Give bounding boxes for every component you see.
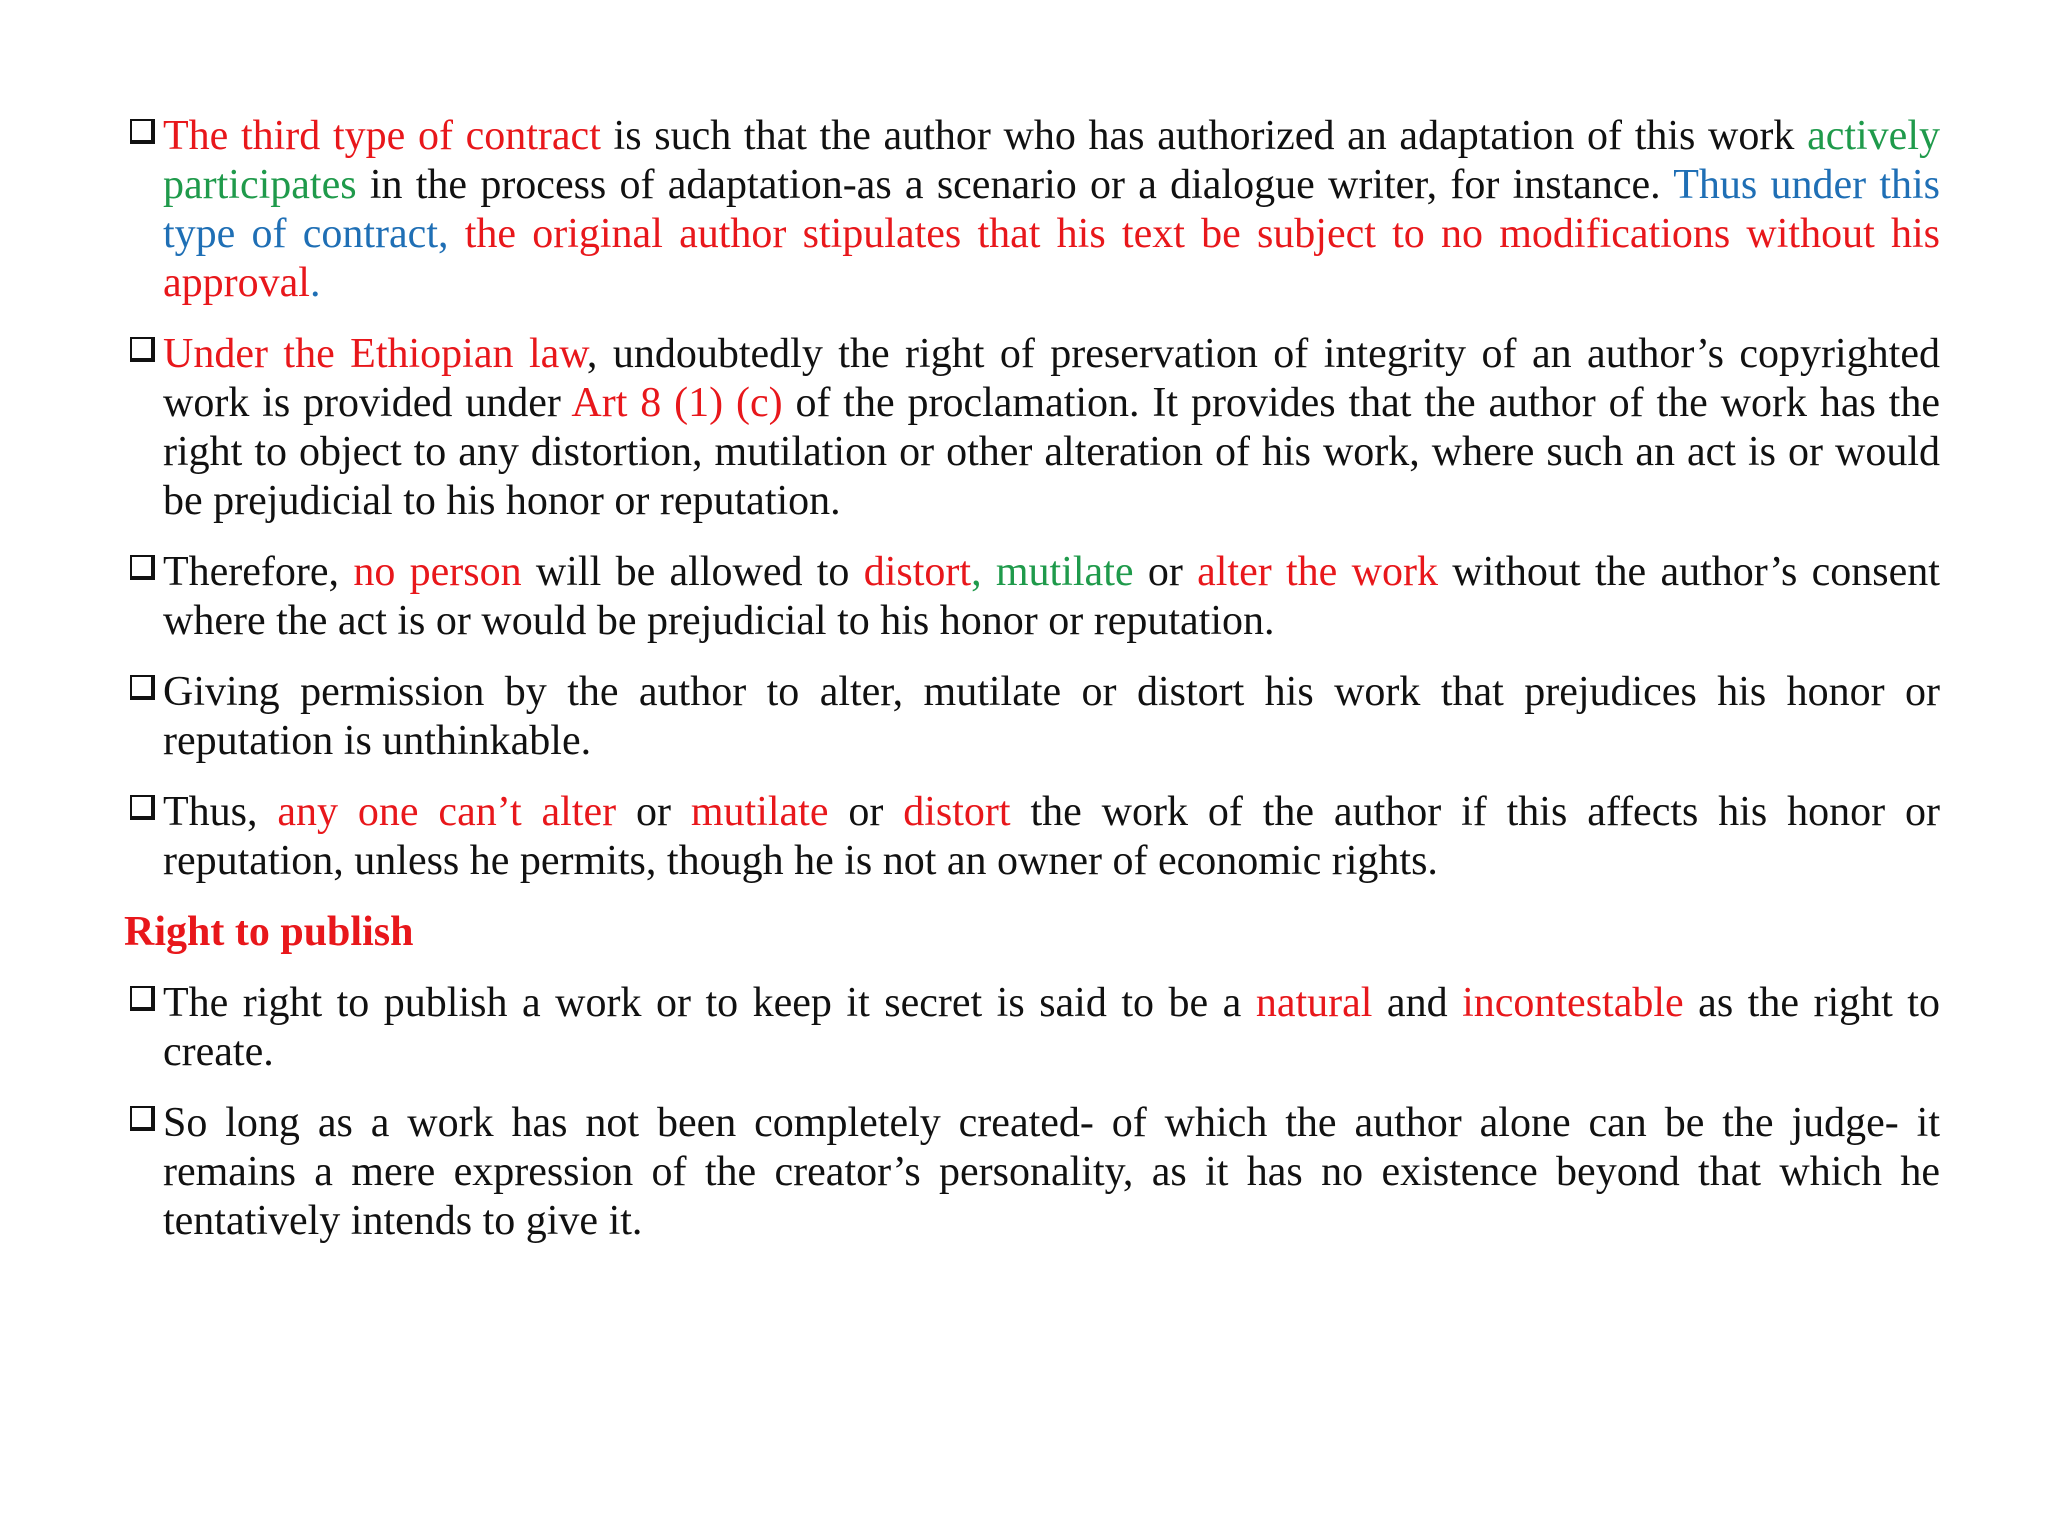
text-segment: .: [309, 260, 321, 306]
text-segment: any one can’t alter: [277, 789, 617, 835]
text-segment: Thus under this type of contract,: [163, 162, 1941, 257]
text-segment: or: [616, 789, 691, 835]
text-segment: Thus,: [163, 789, 278, 835]
bullet-paragraph: [124, 112, 1940, 308]
hollow-square-bullet-icon: [130, 119, 155, 144]
text-segment: So long as a work has not been completely created- of which the author alone can be the judge- it remains a mere expression of the creator’s personality, as it has no existence beyond that which he tentatively intends to give it.: [163, 1100, 1940, 1244]
text-segment: of the proclamation. It provides that the author of the work has the right to object to any distortion, mutilation or other alteration of his work, where such an act is or would be prejudicial to his honor or reputation.: [163, 380, 1940, 524]
hollow-square-bullet-icon: [130, 986, 155, 1011]
hollow-square-bullet-icon: [130, 555, 155, 580]
text-segment: Art 8 (1) (c): [571, 380, 783, 426]
text-segment: Therefore,: [163, 549, 354, 595]
text-segment: Giving permission by the author to alter, mutilate or distort his work that prejudices his honor or reputation is unthinkable.: [163, 669, 1940, 764]
bullet-paragraph: [124, 788, 1940, 886]
text-segment: , mutilate: [971, 549, 1134, 595]
text-segment: as the right to create.: [163, 980, 1940, 1075]
bullet-paragraph: [124, 668, 1940, 766]
text-segment: actively participates: [163, 113, 1940, 208]
text-segment: in the process of adaptation-as a scenario or a dialogue writer, for instance.: [356, 162, 1674, 208]
section-heading: Right to publish: [124, 909, 414, 955]
bullet-paragraph: [124, 979, 1940, 1077]
hollow-square-bullet-icon: [130, 1106, 155, 1131]
hollow-square-bullet-icon: [130, 675, 155, 700]
text-segment: natural: [1255, 980, 1373, 1026]
bullet-paragraph: [124, 548, 1940, 646]
text-segment: The right to publish a work or to keep it secret is said to be a: [163, 980, 1256, 1026]
text-segment: alter the work: [1197, 549, 1438, 595]
hollow-square-bullet-icon: [130, 337, 155, 362]
text-segment: distort: [863, 549, 972, 595]
text-segment: will be allowed to: [521, 549, 864, 595]
text-segment: without the author’s consent where the act is or would be prejudicial to his honor or reputation.: [163, 549, 1940, 644]
text-segment: no person: [353, 549, 522, 595]
text-segment: The third type of contract: [163, 113, 601, 159]
slide-content: [124, 112, 1940, 1268]
text-segment: the original author stipulates that his text be subject to no modifications without his approval: [163, 211, 1940, 306]
text-segment: mutilate: [690, 789, 829, 835]
text-segment: or: [828, 789, 904, 835]
hollow-square-bullet-icon: [130, 795, 155, 820]
text-segment: , undoubtedly the right of preservation of integrity of an author’s copyrighted work is provided under: [163, 331, 1940, 426]
text-segment: distort: [903, 789, 1011, 835]
text-segment: incontestable: [1462, 980, 1684, 1026]
bullet-paragraph: [124, 330, 1940, 526]
text-segment: the work of the author if this affects his honor or reputation, unless he permits, though he is not an owner of economic rights.: [163, 789, 1940, 884]
bullet-paragraph: [124, 1099, 1940, 1246]
text-segment: Under the Ethiopian law: [163, 331, 587, 377]
text-segment: and: [1372, 980, 1463, 1026]
text-segment: is such that the author who has authorized an adaptation of this work: [600, 113, 1808, 159]
text-segment: or: [1133, 549, 1198, 595]
